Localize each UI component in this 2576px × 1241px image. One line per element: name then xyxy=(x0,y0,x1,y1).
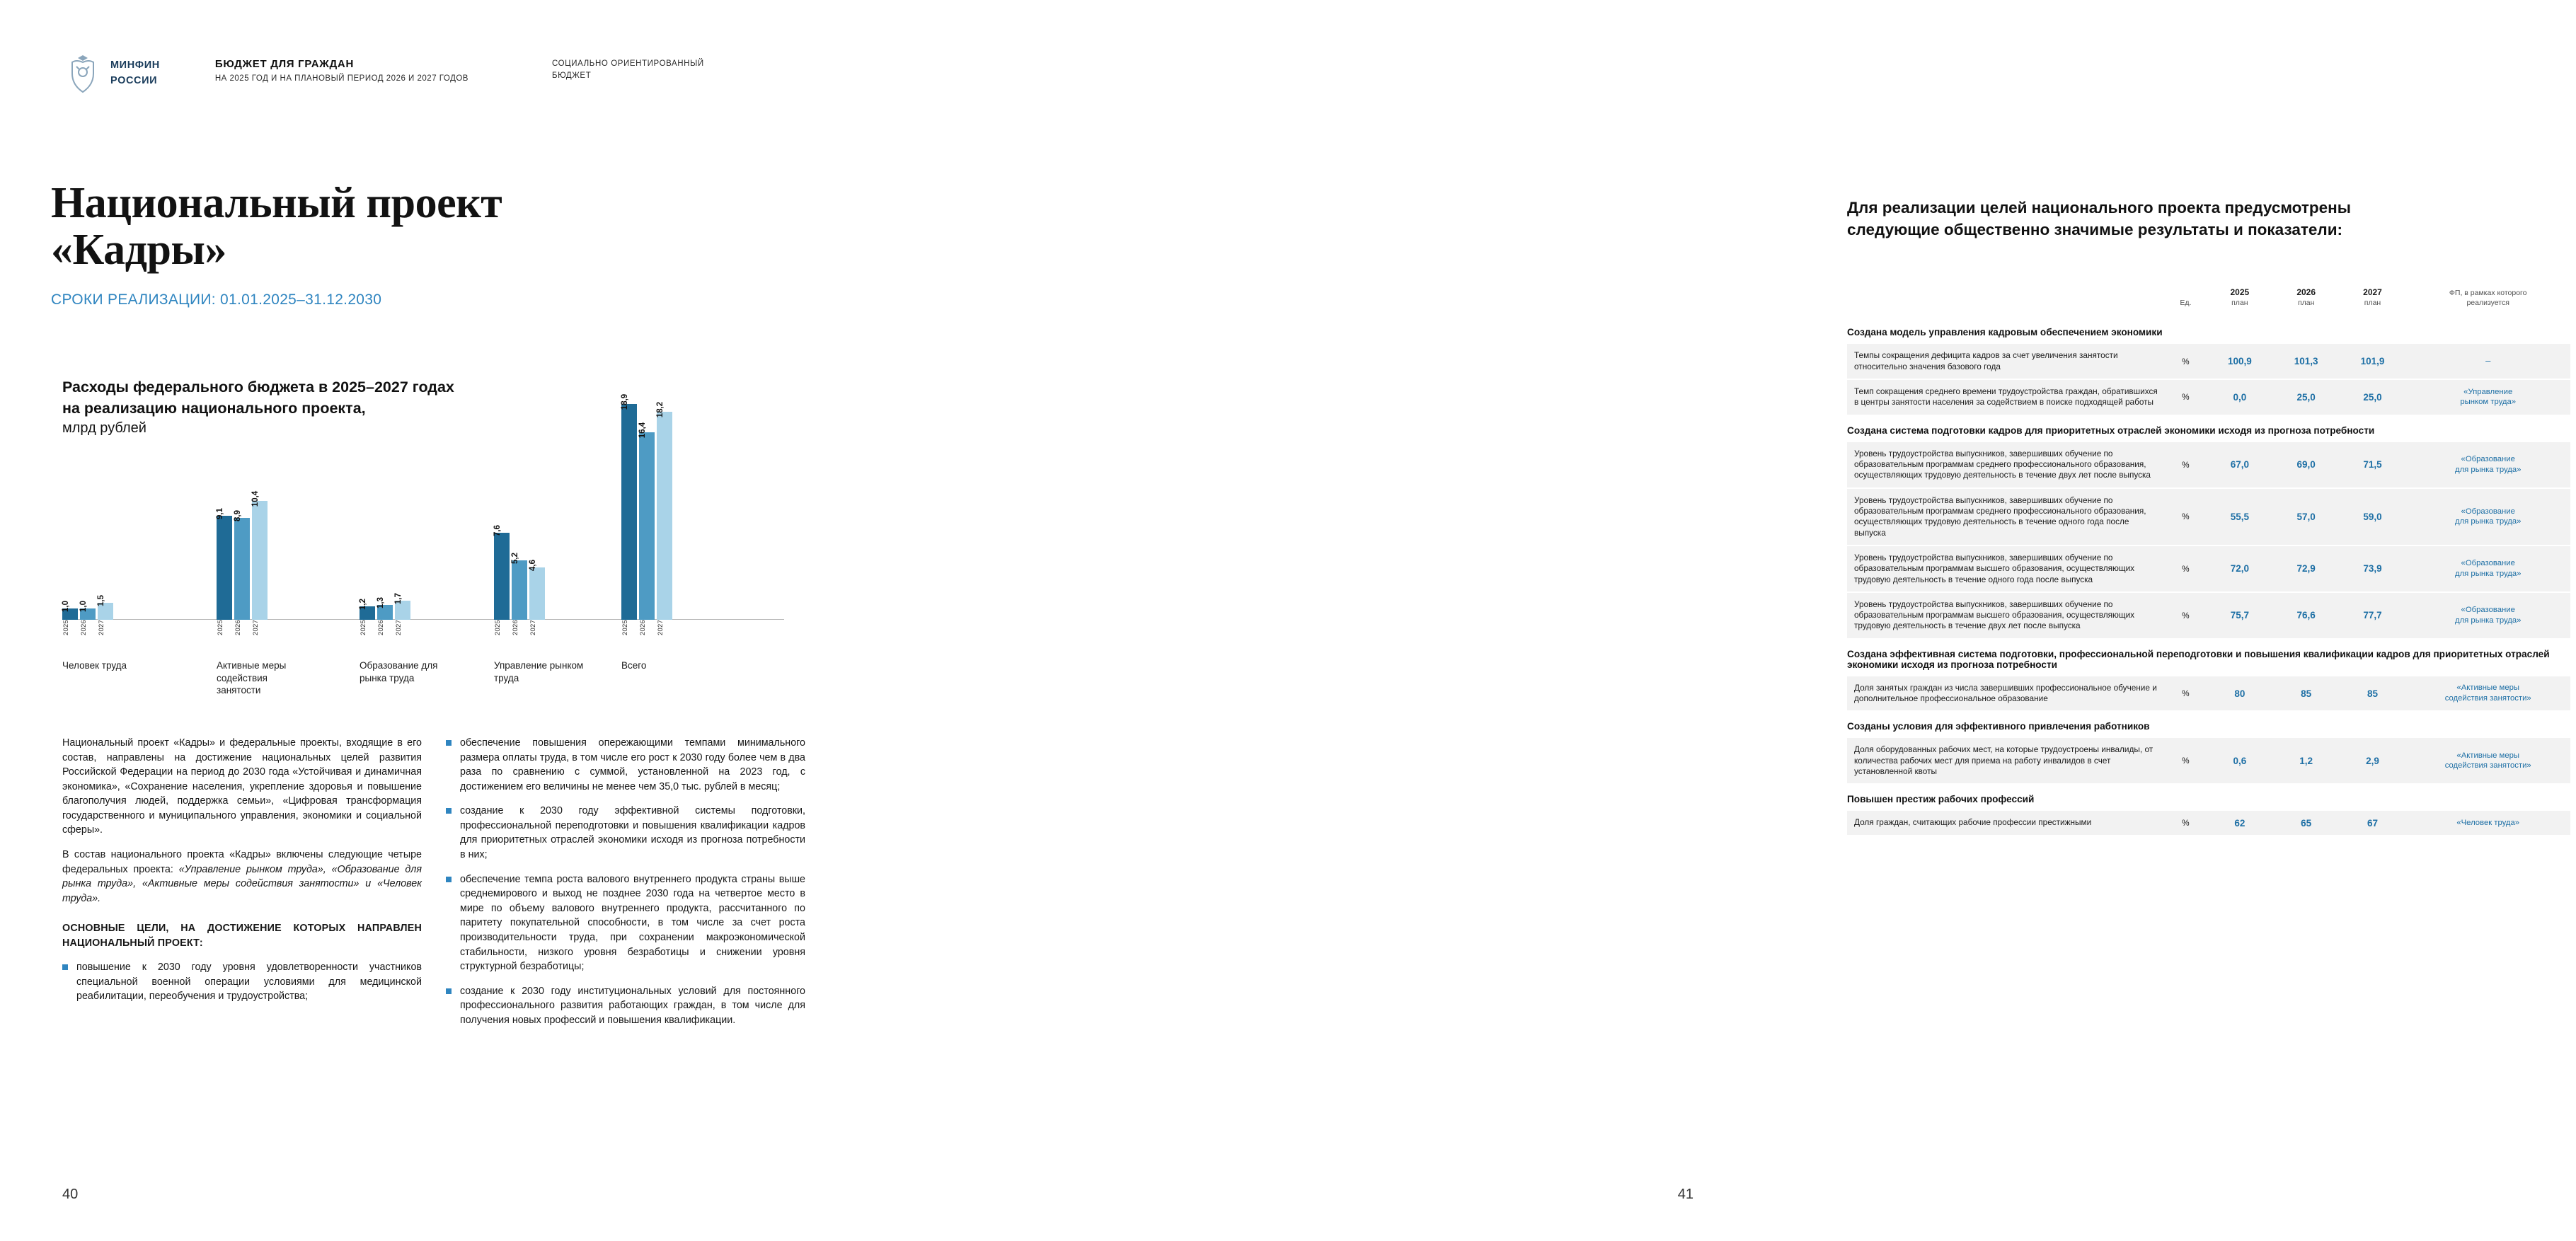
indicator-2026: 57,0 xyxy=(2273,489,2340,546)
header-2026 xyxy=(2273,283,2340,318)
chart-bar xyxy=(639,432,655,620)
goal-item: обеспечение повышения опережающими темпами минимального размера оплаты труда, в том числе его рост к 2030 году более чем в два раза по сравнению с суммой, установленной на 2023 год, с достижением его величины не менее чем 35,0 тыс. рублей в месяц; xyxy=(446,736,805,794)
right-page xyxy=(878,0,2550,1241)
paragraph-1: Национальный проект «Кадры» и федеральные проекты, входящие в его состав, направлены на достижение национальных целей развития Российской Федерации на период до 2030 года «Устойчивая и динамичная экономика», «Сохранение населения, укрепление здоровья и повышение благополучия людей, поддержка семьи», «Цифровая трансформация государственного и муниципального управления, экономики и социальной сферы». xyxy=(62,737,422,836)
indicator-2027: 101,9 xyxy=(2340,344,2406,380)
header-2027-year: 2027 xyxy=(2363,287,2382,297)
left-page xyxy=(0,0,878,1241)
chart-bar xyxy=(529,567,545,620)
chart-bar-wrap xyxy=(97,594,113,620)
chart-year-labels xyxy=(360,620,410,638)
header-unit: Ед. xyxy=(2180,298,2192,307)
chart-year-label: 2027 xyxy=(395,620,403,635)
indicator-federal-project xyxy=(2405,546,2570,593)
indicator-2025: 0,0 xyxy=(2207,380,2273,416)
indicator-name: Уровень трудоустройства выпускников, завершивших обучение по образовательным программам среднего профессионального образования, осуществляющих трудовую деятельность в течение двух лет после выпуска xyxy=(1847,442,2165,489)
table-row xyxy=(1847,811,2570,836)
federal-project-line: рынком труда» xyxy=(2460,398,2517,407)
table-row xyxy=(1847,380,2570,416)
chart-year-label: 2025 xyxy=(62,620,70,635)
chart-bar-value: 1,7 xyxy=(394,592,403,604)
indicator-2027: 73,9 xyxy=(2340,546,2406,593)
federal-project-line: для рынка труда» xyxy=(2454,465,2522,474)
table-row xyxy=(1847,344,2570,380)
header-2025 xyxy=(2207,283,2273,318)
chart-bar-wrap xyxy=(656,401,672,620)
federal-project-line: «Образование xyxy=(2461,559,2515,568)
header-title-block xyxy=(215,51,468,83)
table-row xyxy=(1847,676,2570,712)
indicator-federal-project xyxy=(2405,489,2570,546)
federal-project-line: для рынка труда» xyxy=(2454,616,2522,625)
chart-bar xyxy=(252,501,268,620)
header-blank xyxy=(1847,283,2165,318)
chart-bar-wrap xyxy=(376,597,393,620)
indicator-2026: 85 xyxy=(2273,676,2340,712)
chart-category-label: Управление рынком труда xyxy=(494,660,584,683)
table-header-row xyxy=(1847,283,2570,318)
indicator-2026: 65 xyxy=(2273,811,2340,836)
chart-bar-value: 5,2 xyxy=(511,553,519,564)
chart-year-labels xyxy=(217,620,268,638)
chart-year-label: 2027 xyxy=(98,620,105,635)
federal-project-line: содействия занятости» xyxy=(2444,694,2531,703)
chart-bar-wrap xyxy=(359,598,375,620)
chart-group xyxy=(62,594,127,671)
header-fp xyxy=(2405,283,2570,318)
chart-group xyxy=(493,525,584,683)
indicator-2027: 2,9 xyxy=(2340,738,2406,785)
table-section-heading: Создана эффективная система подготовки, профессиональной переподготовки и повышения квалификации кадров для приоритетных отраслей экономики исходя из прогноза потребности xyxy=(1847,648,2550,670)
indicator-name: Темп сокращения среднего времени трудоустройства граждан, обратившихся в центры занятости населения за содействием в поиске подходящей работы xyxy=(1847,380,2165,416)
header-tagline xyxy=(552,51,704,83)
table-section-heading: Создана модель управления кадровым обеспечением экономики xyxy=(1847,327,2163,338)
document-title: БЮДЖЕТ ДЛЯ ГРАЖДАН xyxy=(214,58,354,70)
chart-year-labels xyxy=(62,620,113,638)
table-row xyxy=(1847,489,2570,546)
indicator-unit: % xyxy=(2165,546,2207,593)
paragraph-2 xyxy=(62,848,422,906)
chart-year-label: 2026 xyxy=(80,620,88,635)
indicator-2027: 77,7 xyxy=(2340,593,2406,640)
chart-bar-value: 9,1 xyxy=(216,508,224,519)
chart-year-label: 2026 xyxy=(512,620,519,635)
indicator-unit: % xyxy=(2165,676,2207,712)
body-text xyxy=(62,736,805,1037)
indicator-2027: 67 xyxy=(2340,811,2406,836)
indicator-2025: 55,5 xyxy=(2207,489,2273,546)
page-title-line2: «Кадры» xyxy=(51,225,226,274)
indicators-table xyxy=(1847,283,2570,836)
paragraph-2-a: В состав национального проекта «Кадры» включены следующие четыре федеральных проекта: xyxy=(62,849,422,875)
body-column-1 xyxy=(62,736,422,1037)
chart-group xyxy=(621,393,672,671)
chart-bar-wrap xyxy=(62,600,78,620)
indicator-unit: % xyxy=(2165,738,2207,785)
federal-project-line: «Активные меры xyxy=(2456,683,2520,693)
chart-year-label: 2026 xyxy=(639,620,647,635)
chart-unit-label: млрд рублей xyxy=(62,420,146,437)
indicator-2027: 85 xyxy=(2340,676,2406,712)
indicator-name: Доля занятых граждан из числа завершивших профессиональное обучение и дополнительное профессиональное образование xyxy=(1847,676,2165,712)
goals-list-col1 xyxy=(62,960,422,1004)
header-2026-year: 2026 xyxy=(2296,287,2316,297)
table-section-heading-row xyxy=(1847,318,2570,344)
goals-subheading: ОСНОВНЫЕ ЦЕЛИ, НА ДОСТИЖЕНИЕ КОТОРЫХ НАПРАВЛЕН НАЦИОНАЛЬНЫЙ ПРОЕКТ: xyxy=(62,923,422,949)
coat-of-arms-icon xyxy=(62,51,103,96)
chart-category-label: Человек труда xyxy=(62,660,127,671)
table-section-heading: Созданы условия для эффективного привлечения работников xyxy=(1847,721,2150,732)
indicator-unit: % xyxy=(2165,344,2207,380)
chart-category-label: Активные меры содействия занятости xyxy=(217,660,287,696)
indicator-unit: % xyxy=(2165,442,2207,489)
goals-list-col2 xyxy=(446,736,805,1027)
chart-year-labels xyxy=(621,620,672,638)
chart-bar-wrap xyxy=(511,553,527,620)
table-section-heading: Повышен престиж рабочих профессий xyxy=(1847,794,2035,805)
page-title-line1: Национальный проект xyxy=(51,179,502,227)
federal-project-line: «Образование xyxy=(2461,454,2515,463)
page-number-right: 41 xyxy=(1677,1187,1694,1202)
chart-bar-value: 4,6 xyxy=(529,559,537,571)
chart-bar-wrap xyxy=(529,559,545,620)
chart-heading-line1: Расходы федерального бюджета в 2025–2027 годах xyxy=(62,379,454,396)
indicator-name: Доля оборудованных рабочих мест, на которые трудоустроены инвалиды, от количества рабочих мест для приема на работу инвалидов в счет установленной квоты xyxy=(1847,738,2165,785)
indicator-federal-project: «Человек труда» xyxy=(2405,811,2570,836)
chart-bar xyxy=(494,533,510,620)
indicator-2025: 0,6 xyxy=(2207,738,2273,785)
indicator-2026: 76,6 xyxy=(2273,593,2340,640)
table-section-heading-row xyxy=(1847,785,2570,811)
chart-bar xyxy=(512,560,527,620)
chart-bar-value: 1,3 xyxy=(376,597,385,608)
header-2026-plan: план xyxy=(2297,298,2315,307)
page-header xyxy=(62,51,878,100)
page-title xyxy=(51,180,759,273)
chart-bar-value: 10,4 xyxy=(251,490,260,507)
chart-axis xyxy=(62,619,784,620)
chart-bar-value: 1,2 xyxy=(359,598,367,610)
header-2027 xyxy=(2340,283,2406,318)
indicator-2025: 80 xyxy=(2207,676,2273,712)
header-2027-plan: план xyxy=(2364,298,2381,307)
chart-year-label: 2026 xyxy=(234,620,242,635)
chart-bar-value: 1,0 xyxy=(62,600,70,612)
indicator-2027: 71,5 xyxy=(2340,442,2406,489)
chart-bar-wrap xyxy=(234,510,250,620)
chart-year-label: 2027 xyxy=(657,620,665,635)
indicator-federal-project xyxy=(2405,442,2570,489)
chart-bar-wrap xyxy=(79,600,96,620)
results-heading-line1: Для реализации целей национального проекта предусмотрены xyxy=(1847,199,2351,217)
indicator-unit: % xyxy=(2165,489,2207,546)
indicator-2026: 101,3 xyxy=(2273,344,2340,380)
chart-year-label: 2027 xyxy=(252,620,260,635)
chart-bar-wrap xyxy=(216,508,232,620)
indicator-2025: 75,7 xyxy=(2207,593,2273,640)
results-heading xyxy=(1847,197,2576,241)
indicator-unit: % xyxy=(2165,593,2207,640)
chart-year-label: 2025 xyxy=(621,620,629,635)
indicator-name: Темпы сокращения дефицита кадров за счет увеличения занятости относительно значения базового года xyxy=(1847,344,2165,380)
chart-year-label: 2025 xyxy=(360,620,367,635)
chart-group xyxy=(359,592,438,683)
chart-bar-value: 7,6 xyxy=(493,525,502,537)
chart-bar-value: 18,2 xyxy=(656,401,665,418)
indicator-name: Уровень трудоустройства выпускников, завершивших обучение по образовательным программам высшего образования, осуществляющих трудовую деятельность в течение одного года после выпуска xyxy=(1847,546,2165,593)
chart-heading xyxy=(62,377,628,439)
table-row xyxy=(1847,738,2570,785)
federal-project-line: «Управление xyxy=(2463,387,2513,396)
chart-category-label: Образование для рынка труда xyxy=(360,660,438,683)
chart-bar-value: 8,9 xyxy=(234,510,242,522)
minfin-wordmark xyxy=(110,51,160,89)
goal-item: повышение к 2030 году уровня удовлетворенности участников специальной военной операции условиями для медицинской реабилитации, переобучения и трудоустройства; xyxy=(62,960,422,1004)
paragraph-2-italic: «Управление рынком труда», «Образование для рынка труда», «Активные меры содействия занятости» и «Человек труда». xyxy=(62,863,422,904)
chart-bar-value: 1,0 xyxy=(79,600,88,612)
indicator-2026: 69,0 xyxy=(2273,442,2340,489)
table-row xyxy=(1847,442,2570,489)
chart-year-labels xyxy=(494,620,545,638)
results-heading-line2: следующие общественно значимые результаты и показатели: xyxy=(1847,221,2343,239)
indicator-federal-project xyxy=(2405,380,2570,416)
indicator-unit: % xyxy=(2165,380,2207,416)
indicator-2025: 100,9 xyxy=(2207,344,2273,380)
indicator-2027: 59,0 xyxy=(2340,489,2406,546)
table-section-heading-row xyxy=(1847,712,2570,738)
chart-bar-value: 16,4 xyxy=(638,422,647,439)
header-tagline-line1: СОЦИАЛЬНО ОРИЕНТИРОВАННЫЙ xyxy=(551,59,704,68)
indicator-name: Уровень трудоустройства выпускников, завершивших обучение по образовательным программам среднего профессионального образования, осуществляющих трудовую деятельность в течение одного года после выпуска xyxy=(1847,489,2165,546)
chart-year-label: 2027 xyxy=(529,620,537,635)
header-2025-plan: план xyxy=(2231,298,2248,307)
federal-project-line: для рынка труда» xyxy=(2454,569,2522,578)
indicator-2025: 62 xyxy=(2207,811,2273,836)
minfin-line2: РОССИИ xyxy=(110,74,158,86)
federal-project-line: «Активные меры xyxy=(2456,751,2520,760)
indicator-federal-project xyxy=(2405,738,2570,785)
chart-bar xyxy=(217,516,232,620)
chart-year-label: 2025 xyxy=(494,620,502,635)
minfin-line1: МИНФИН xyxy=(110,59,160,71)
chart-group xyxy=(216,490,287,696)
goal-item: создание к 2030 году институциональных условий для постоянного профессионального развития работающих граждан, в том числе для получения новых профессий и повышения квалификации. xyxy=(446,984,805,1028)
indicator-federal-project: – xyxy=(2405,344,2570,380)
header-2025-year: 2025 xyxy=(2230,287,2250,297)
header-fp-line2: реализуется xyxy=(2466,298,2509,307)
table-section-heading-row xyxy=(1847,416,2570,442)
goal-item: обеспечение темпа роста валового внутреннего продукта страны выше среднемирового и выход не позднее 2030 года на четвертое место в мире по объему валового внутреннего продукта, рассчитанного по паритету покупательной способности, в том числе за счет роста производительности труда, при сохранении макроэкономической стабильности, низкого уровня безработицы и снижении уровня структурной безработицы; xyxy=(446,872,805,974)
chart-year-label: 2026 xyxy=(377,620,385,635)
indicator-unit: % xyxy=(2165,811,2207,836)
chart-bar-value: 18,9 xyxy=(621,393,629,410)
page-number-left: 40 xyxy=(62,1187,79,1202)
chart-bar-wrap xyxy=(621,393,637,620)
header-fp-line1: ФП, в рамках которого xyxy=(2449,288,2527,297)
chart-heading-line2: на реализацию национального проекта, xyxy=(62,399,366,417)
goal-item: создание к 2030 году эффективной системы подготовки, профессиональной переподготовки и повышения квалификации кадров для приоритетных отраслей экономики исходя из прогноза потребности в них; xyxy=(446,804,805,862)
indicator-2026: 25,0 xyxy=(2273,380,2340,416)
federal-project-line: «Образование xyxy=(2461,606,2515,615)
table-section-heading-row xyxy=(1847,640,2570,676)
header-tagline-line2: БЮДЖЕТ xyxy=(551,71,592,81)
table-section-heading: Создана система подготовки кадров для приоритетных отраслей экономики исходя из прогноза потребности xyxy=(1847,425,2375,436)
chart-bar-wrap xyxy=(251,490,268,620)
table-row xyxy=(1847,593,2570,640)
chart-bar-wrap xyxy=(493,525,510,620)
indicator-2026: 72,9 xyxy=(2273,546,2340,593)
title-block xyxy=(51,180,759,308)
chart-year-label: 2025 xyxy=(217,620,224,635)
chart-bar-value: 1,5 xyxy=(97,594,105,606)
chart-bar xyxy=(621,404,637,620)
indicator-federal-project xyxy=(2405,676,2570,712)
indicator-2025: 67,0 xyxy=(2207,442,2273,489)
chart-bar-wrap xyxy=(638,422,655,620)
indicator-name: Доля граждан, считающих рабочие профессии престижными xyxy=(1847,811,2165,836)
federal-project-line: «Образование xyxy=(2461,507,2515,516)
federal-project-line: содействия занятости» xyxy=(2444,761,2531,770)
project-dates: СРОКИ РЕАЛИЗАЦИИ: 01.01.2025–31.12.2030 xyxy=(51,292,382,308)
indicator-federal-project xyxy=(2405,593,2570,640)
indicator-2025: 72,0 xyxy=(2207,546,2273,593)
chart-bar xyxy=(234,518,250,620)
indicator-name: Уровень трудоустройства выпускников, завершивших обучение по образовательным программам высшего образования, осуществляющих трудовую деятельность в течение двух лет после выпуска xyxy=(1847,593,2165,640)
table-row xyxy=(1847,546,2570,593)
chart-bar-wrap xyxy=(394,592,410,620)
indicator-2027: 25,0 xyxy=(2340,380,2406,416)
chart-bar xyxy=(657,412,672,620)
body-column-2 xyxy=(446,736,805,1037)
chart-category-label: Всего xyxy=(621,660,647,671)
federal-project-line: для рынка труда» xyxy=(2454,517,2522,526)
indicator-2026: 1,2 xyxy=(2273,738,2340,785)
document-subtitle: НА 2025 ГОД И НА ПЛАНОВЫЙ ПЕРИОД 2026 И 2027 ГОДОВ xyxy=(214,74,468,83)
